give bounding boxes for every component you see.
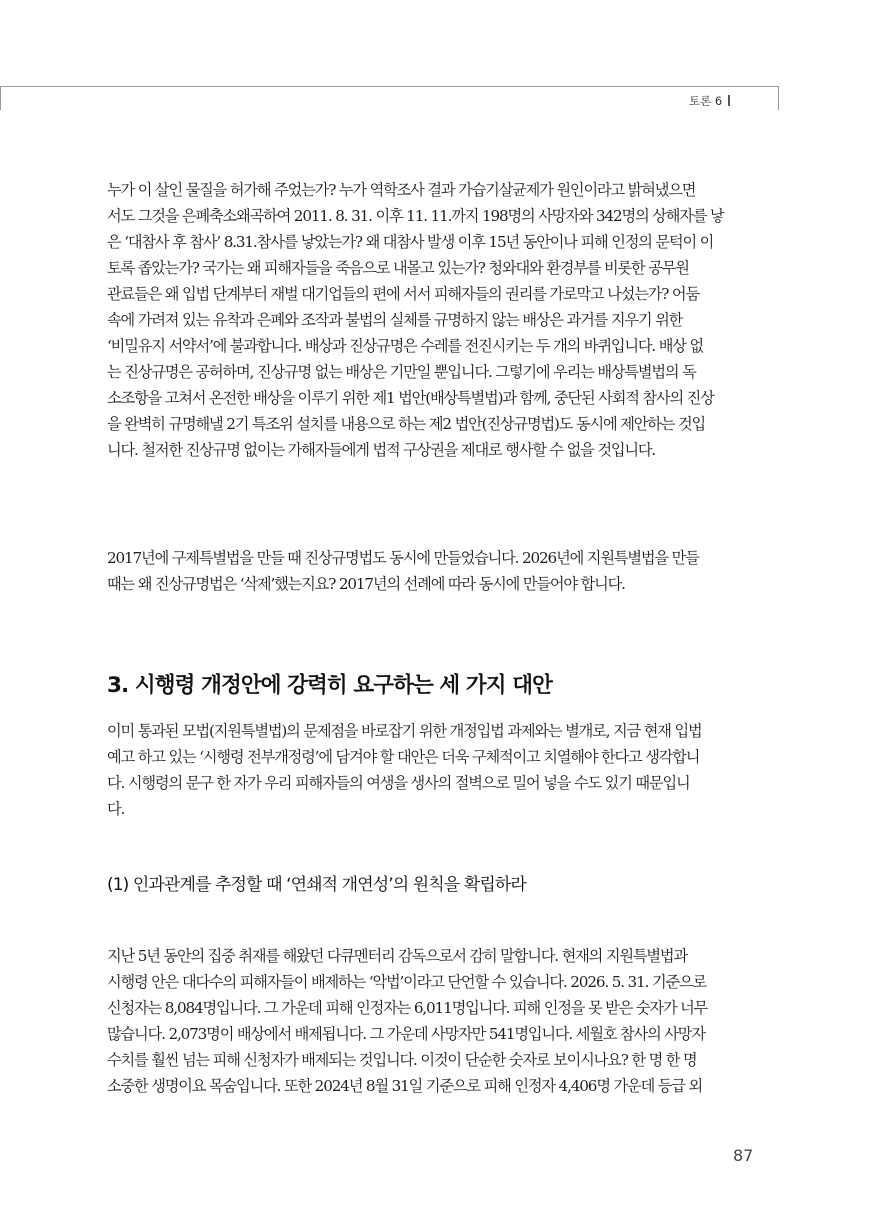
paragraph-line: 때는 왜 진상규명법은 ‘삭제’했는지요? 2017년의 선례에 따라 동시에 만들어야 합니다.: [107, 575, 625, 593]
paragraph-line: 2017년에 구제특별법을 만들 때 진상규명법도 동시에 만들었습니다. 2026년에 지원특별법을 만들: [107, 549, 699, 567]
paragraph-3: [107, 718, 763, 822]
paragraph-line: 서도 그것을 은폐축소왜곡하여 2011. 8. 31. 이후 11. 11.까지 198명의 사망자와 342명의 상해자를 낳: [107, 207, 724, 225]
section-heading: 3. 시행령 개정안에 강력히 요구하는 세 가지 대안: [107, 673, 552, 698]
paragraph-line: 많습니다. 2,073명이 배상에서 배제됩니다. 그 가운데 사망자만 541명입니다. 세월호 참사의 사망자: [107, 1025, 705, 1043]
paragraph-line: 을 완벽히 규명해낼 2기 특조위 설치를 내용으로 하는 제2 법안(진상규명법)도 동시에 제안하는 것입: [107, 415, 706, 433]
header-rule-right-tick: [778, 86, 779, 110]
paragraph-line: 토록 좁았는가? 국가는 왜 피해자들을 죽음으로 내몰고 있는가? 청와대와 환경부를 비롯한 공무원: [107, 259, 689, 277]
paragraph-line: 지난 5년 동안의 집중 취재를 해왔던 다큐멘터리 감독으로서 감히 말합니다. 현재의 지원특별법과: [107, 947, 687, 965]
paragraph-1: [107, 177, 763, 463]
paragraph-line: 소조항을 고쳐서 온전한 배상을 이루기 위한 제1 법안(배상특별법)과 함께, 중단된 사회적 참사의 진상: [107, 389, 714, 407]
paragraph-line: 이미 통과된 모법(지원특별법)의 문제점을 바로잡기 위한 개정입법 과제와는 별개로, 지금 현재 입법: [107, 722, 702, 740]
running-header-bar: [728, 95, 730, 106]
paragraph-4: [107, 943, 763, 1099]
header-rule-left-tick: [0, 86, 13, 110]
subsection-heading: (1) 인과관계를 추정할 때 ‘연쇄적 개연성’의 원칙을 확립하라: [107, 875, 526, 895]
header-rule: [0, 86, 778, 87]
paragraph-line: 예고 하고 있는 ‘시행령 전부개정령’에 담겨야 할 대안은 더욱 구체적이고 치열해야 한다고 생각합니: [107, 748, 700, 766]
paragraph-line: 다.: [107, 800, 125, 818]
paragraph-line: 다. 시행령의 문구 한 자가 우리 피해자들의 여생을 생사의 절벽으로 밀어 넣을 수도 있기 때문입니: [107, 774, 690, 792]
paragraph-line: 속에 가려져 있는 유착과 은폐와 조작과 불법의 실체를 규명하지 않는 배상은 과거를 지우기 위한: [107, 311, 683, 329]
paragraph-line: 는 진상규명은 공허하며, 진상규명 없는 배상은 기만일 뿐입니다. 그렇기에 우리는 배상특별법의 독: [107, 363, 696, 381]
paragraph-line: 수치를 훨씬 넘는 피해 신청자가 배제되는 것입니다. 이것이 단순한 숫자로 보이시나요? 한 명 한 명: [107, 1051, 697, 1069]
paragraph-line: ‘비밀유지 서약서’에 불과합니다. 배상과 진상규명은 수레를 전진시키는 두 개의 바퀴입니다. 배상 없: [107, 337, 704, 355]
paragraph-line: 시행령 안은 대다수의 피해자들이 배제하는 ‘악법’이라고 단언할 수 있습니다. 2026. 5. 31. 기준으로: [107, 973, 707, 991]
paragraph-line: 누가 이 살인 물질을 허가해 주었는가? 누가 역학조사 결과 가습기살균제가 원인이라고 밝혀냈으면: [107, 181, 696, 199]
running-header: [689, 93, 730, 109]
paragraph-2: [107, 545, 763, 597]
paragraph-line: 니다. 철저한 진상규명 없이는 가해자들에게 법적 구상권을 제대로 행사할 수 없을 것입니다.: [107, 441, 656, 459]
paragraph-line: 관료들은 왜 입법 단계부터 재벌 대기업들의 편에 서서 피해자들의 권리를 가로막고 나섰는가? 어둠: [107, 285, 699, 303]
paragraph-line: 신청자는 8,084명입니다. 그 가운데 피해 인정자는 6,011명입니다. 피해 인정을 못 받은 숫자가 너무: [107, 999, 708, 1017]
paragraph-line: 은 ‘대참사 후 참사’ 8.31.참사를 낳았는가? 왜 대참사 발생 이후 15년 동안이나 피해 인정의 문턱이 이: [107, 233, 714, 251]
page-number: 87: [733, 1146, 754, 1165]
paragraph-line: 소중한 생명이요 목숨입니다. 또한 2024년 8월 31일 기준으로 피해 인정자 4,406명 가운데 등급 외: [107, 1077, 703, 1095]
running-header-title: 토론 6: [689, 94, 723, 108]
